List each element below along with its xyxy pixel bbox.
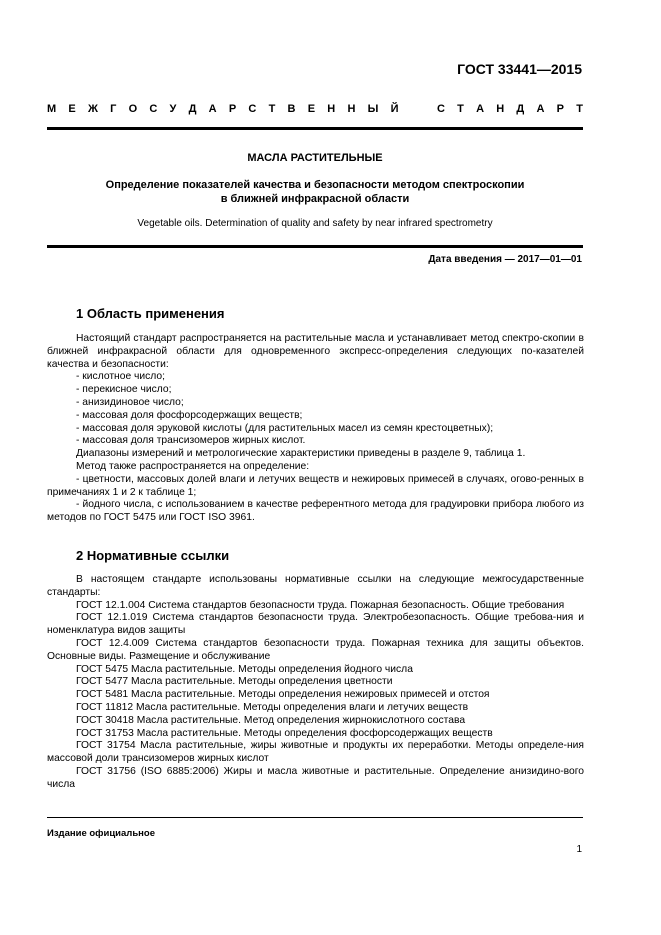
title-rule (47, 245, 583, 248)
interstate-letter: Ы (367, 103, 379, 115)
interstate-standard-label (47, 103, 583, 115)
section-2-paragraph: В настоящем стандарте использованы нормативные ссылки на следующие межгосударственные стандарты: (47, 574, 584, 598)
subtitle-line-1: Определение показателей качества и безопасности методом спектроскопии (105, 179, 525, 191)
document-subtitle (47, 178, 583, 206)
reference-item: ГОСТ 30418 Масла растительные. Метод определения жирнокислотного состава (76, 714, 466, 726)
document-title: МАСЛА РАСТИТЕЛЬНЫЕ (247, 152, 383, 164)
reference-item: ГОСТ 31754 Масла растительные, жиры животные и продукты их переработки. Методы определе-ния массовой доли трансизомеров жирных кислот (47, 740, 584, 765)
page-number: 1 (576, 844, 582, 855)
interstate-letter: С (436, 103, 445, 115)
header-rule (47, 127, 583, 130)
interstate-letter: С (248, 103, 257, 115)
english-title: Vegetable oils. Determination of quality and safety by near infrared spectrometry (137, 218, 493, 229)
section-1-paragraph: Диапазоны измерений и метрологические характеристики приведены в разделе 9, таблица 1. (76, 448, 526, 460)
interstate-letter: С (149, 103, 158, 115)
reference-item: ГОСТ 11812 Масла растительные. Методы определения влаги и летучих веществ (76, 701, 469, 713)
interstate-letter: У (169, 103, 177, 115)
section-1-list-item: - массовая доля эруковой кислоты (для растительных масел из семян крестоцветных); (76, 422, 494, 434)
interstate-letter: Ж (87, 103, 98, 115)
section-1-list-item: - йодного числа, с использованием в качестве референтного метода для градуировки прибора любого из методов по ГОСТ 5475 или ГОСТ ISO 3961. (47, 499, 584, 524)
section-1-paragraph: Настоящий стандарт распространяется на растительные масла и устанавливает метод спектро-скопии в ближней инфракрасной области для одновременного экспресс-определения следующих по-казателей качества и безопасности: (47, 333, 584, 370)
interstate-letter: М (47, 103, 57, 115)
interstate-letter: В (287, 103, 296, 115)
reference-item: ГОСТ 31753 Масла растительные. Методы определения фосфорсодержащих веществ (76, 727, 493, 739)
section-1-list-item: - цветности, массовых долей влаги и летучих веществ и нежировых примесей в случаях, огово-ренных в примечаниях 1 и 2 к таблице 1; (47, 473, 584, 498)
reference-item: ГОСТ 12.1.004 Система стандартов безопасности труда. Пожарная безопасность. Общие требования (76, 599, 565, 611)
reference-item: ГОСТ 12.1.019 Система стандартов безопасности труда. Электробезопасность. Общие требова-ния и номенклатура видов защиты (47, 612, 584, 637)
section-1-list-item: - анизидиновое число; (76, 396, 184, 408)
section-1-heading: 1 Область применения (76, 306, 225, 321)
interstate-letter: Г (110, 103, 117, 115)
interstate-letter: Е (68, 103, 76, 115)
section-2-body (47, 574, 584, 792)
section-1-list-item: - массовая доля трансизомеров жирных кислот. (76, 435, 306, 447)
interstate-letter: Н (327, 103, 336, 115)
footer-rule (47, 817, 583, 818)
section-1-paragraph: Метод также распространяется на определение: (76, 460, 310, 472)
interstate-letter-gap (411, 103, 425, 115)
section-1-body (47, 333, 584, 525)
interstate-letter: Т (268, 103, 276, 115)
introduction-date: Дата введения — 2017—01—01 (428, 254, 582, 265)
section-1-list-item: - массовая доля фосфорсодержащих веществ; (76, 409, 303, 421)
interstate-letter: Р (556, 103, 564, 115)
subtitle-line-2: в ближней инфракрасной области (220, 193, 410, 205)
section-1-list-item: - кислотное число; (76, 371, 166, 383)
interstate-letter: Й (390, 103, 399, 115)
official-edition-label: Издание официальное (47, 828, 155, 839)
interstate-letter: А (208, 103, 217, 115)
reference-item: ГОСТ 5481 Масла растительные. Методы определения нежировых примесей и отстоя (76, 689, 490, 701)
interstate-letter: Н (496, 103, 505, 115)
interstate-letter: А (476, 103, 485, 115)
interstate-letter: О (128, 103, 138, 115)
standard-number: ГОСТ 33441—2015 (457, 61, 582, 77)
reference-item: ГОСТ 5475 Масла растительные. Методы определения йодного числа (76, 663, 413, 675)
reference-item: ГОСТ 5477 Масла растительные. Методы определения цветности (76, 676, 393, 688)
interstate-letter: Д (188, 103, 197, 115)
reference-item: ГОСТ 12.4.009 Система стандартов безопасности труда. Пожарная техника для защиты объектов. Основные виды. Размещение и обслуживание (47, 637, 584, 662)
reference-item: ГОСТ 31756 (ISO 6885:2006) Жиры и масла животные и растительные. Определение анизидино-вого числа (47, 765, 584, 790)
interstate-letter: Н (347, 103, 356, 115)
interstate-letter: Т (576, 103, 583, 115)
section-2-heading: 2 Нормативные ссылки (76, 548, 230, 563)
interstate-letter: Е (307, 103, 316, 115)
interstate-letter: А (536, 103, 545, 115)
interstate-letter: Д (516, 103, 525, 115)
section-1-list-item: - перекисное число; (76, 384, 172, 396)
interstate-letter: Р (228, 103, 237, 115)
interstate-letter: Т (457, 103, 464, 115)
